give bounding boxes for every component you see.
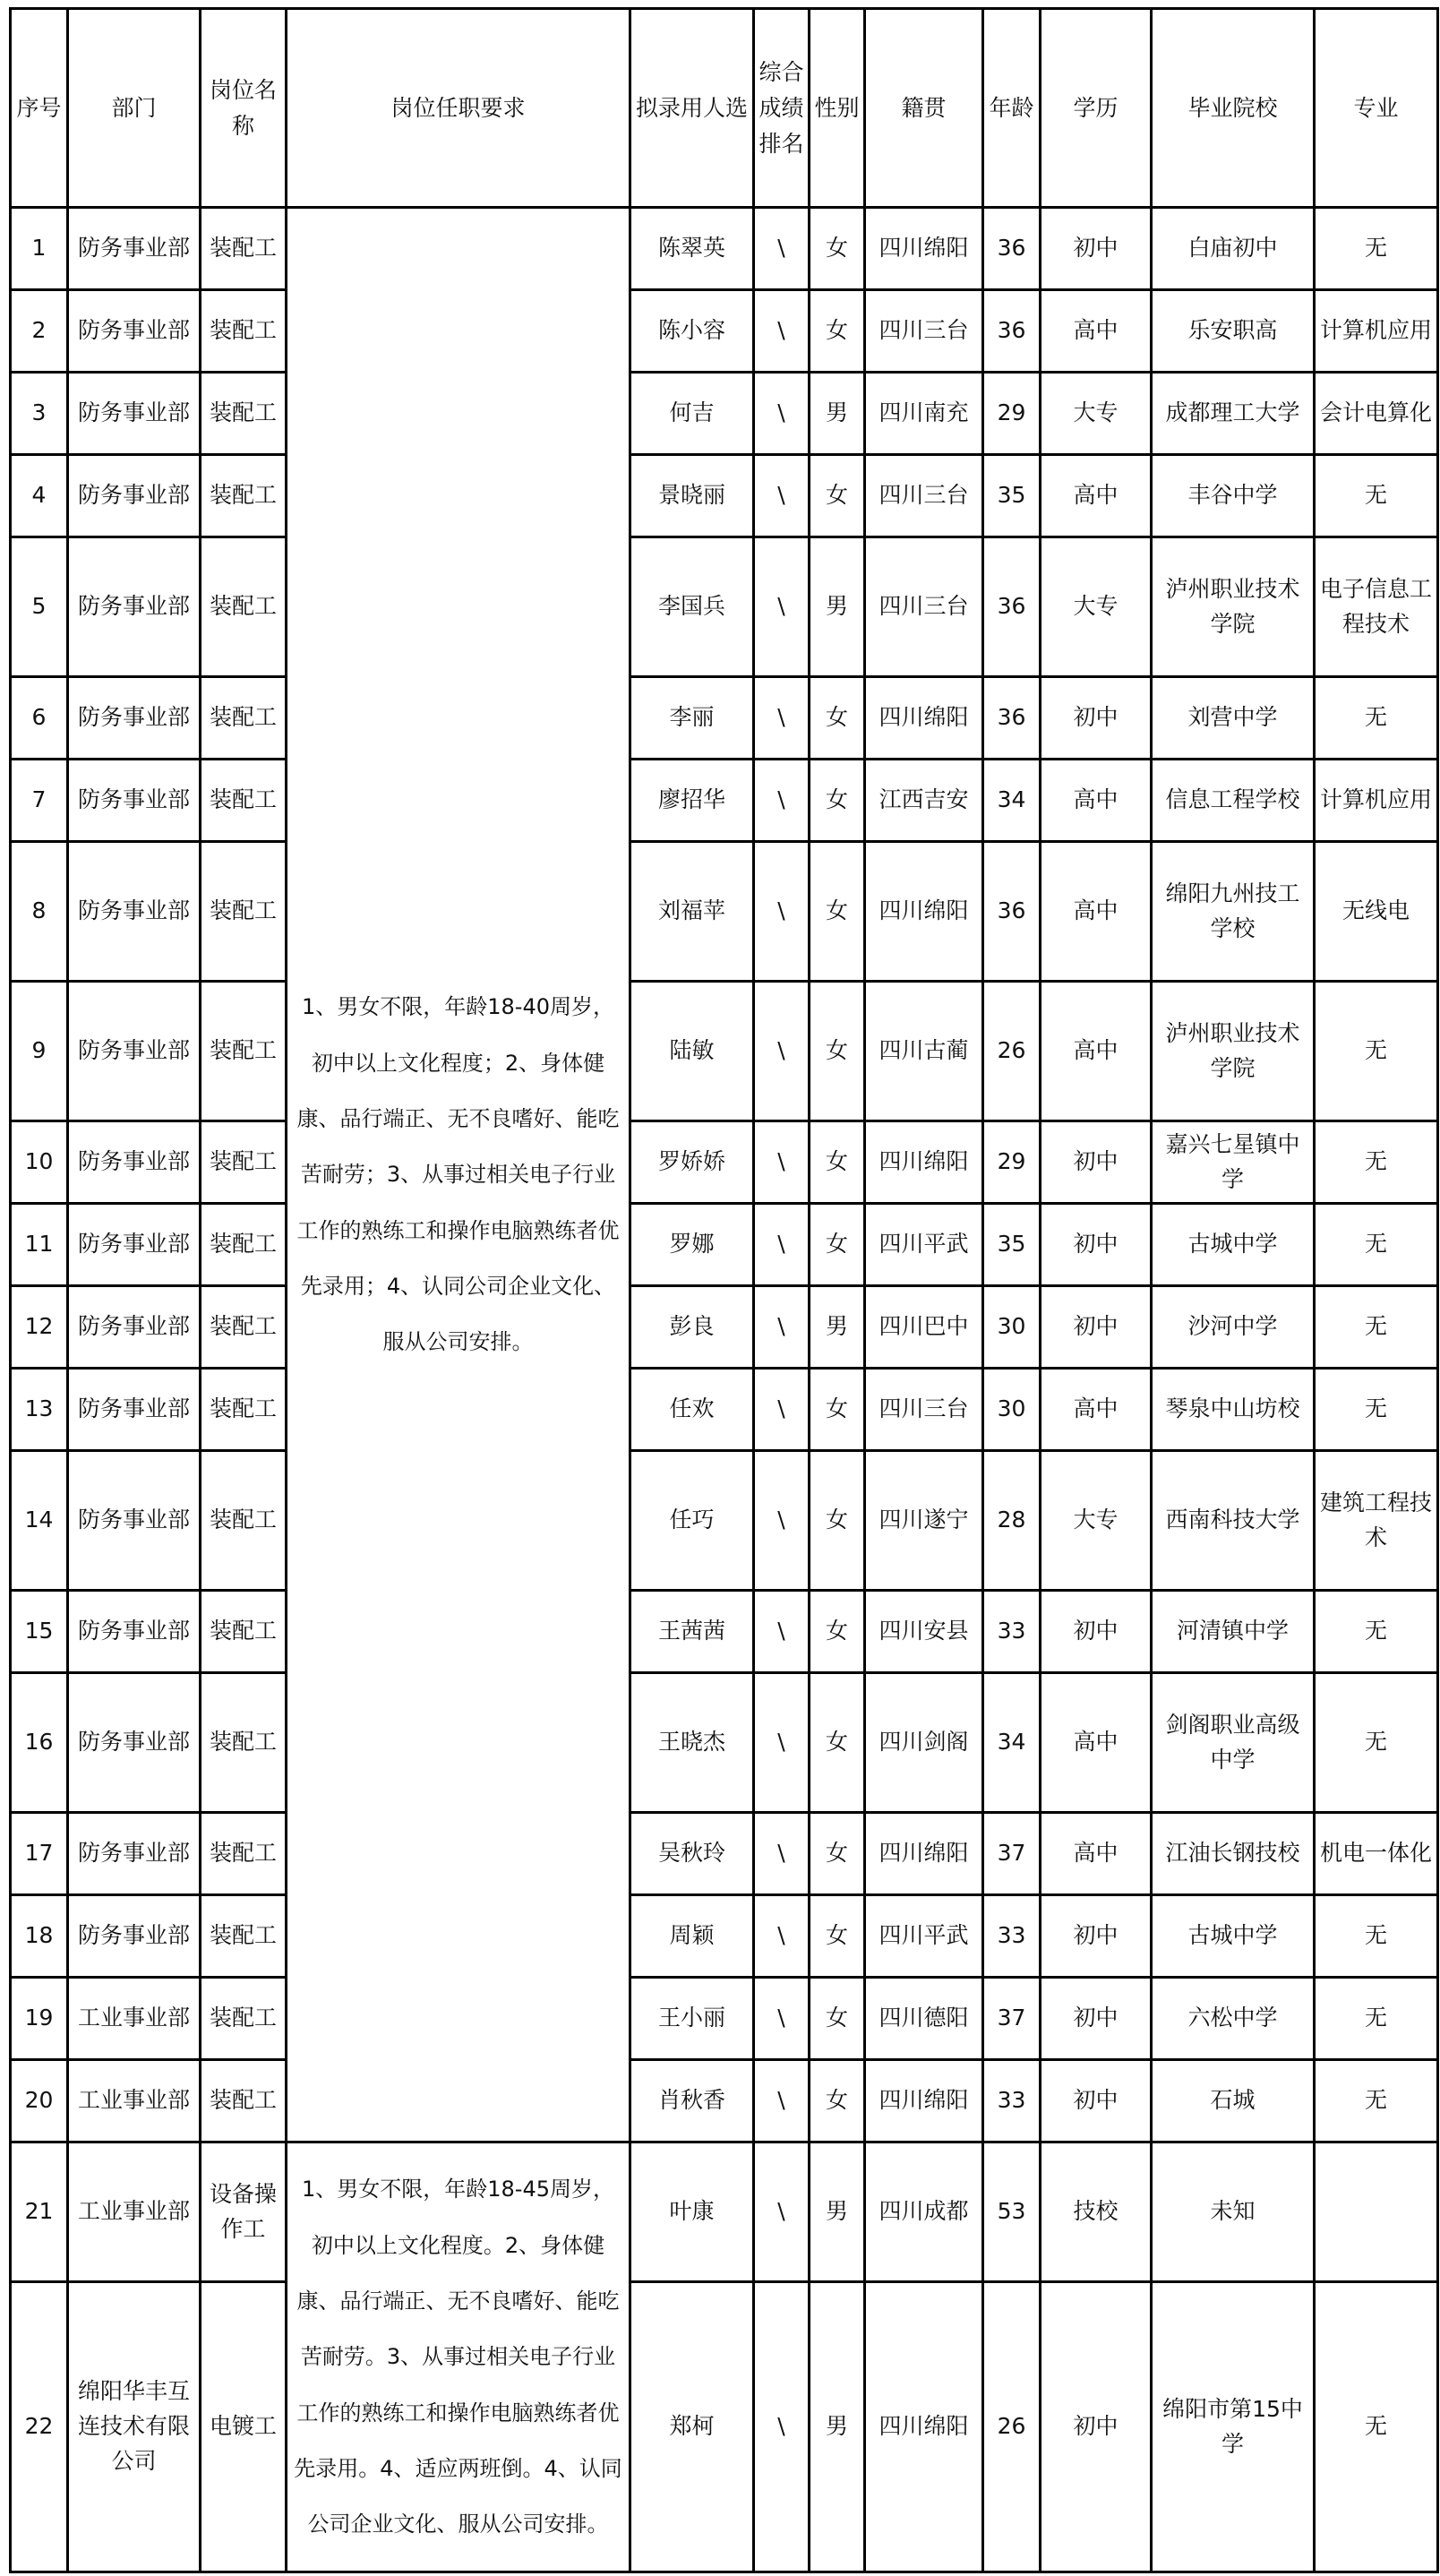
cell-post: 装配工 xyxy=(201,1978,287,2060)
requirements-cell: 1、男女不限，年龄18-40周岁，初中以上文化程度；2、身体健康、品行端正、无不良嗜好、能吃苦耐劳；3、从事过相关电子行业工作的熟练工和操作电脑熟练者优先录用；4、认同公司企业文化、服从公司安排。 xyxy=(287,208,630,2142)
cell-dept: 防务事业部 xyxy=(68,537,201,677)
cell-edu: 初中 xyxy=(1041,1204,1152,1286)
cell-edu: 技校 xyxy=(1041,2142,1152,2282)
cell-sex: 男 xyxy=(810,537,865,677)
cell-sex: 女 xyxy=(810,1978,865,2060)
cell-post: 电镀工 xyxy=(201,2282,287,2572)
cell-name: 刘福苹 xyxy=(630,842,754,982)
cell-name: 王小丽 xyxy=(630,1978,754,2060)
cell-dept: 防务事业部 xyxy=(68,1673,201,1813)
header-cell: 岗位名称 xyxy=(201,9,287,208)
cell-edu: 高中 xyxy=(1041,760,1152,842)
cell-major: 无 xyxy=(1315,1895,1438,1978)
table-row xyxy=(11,1591,1438,1673)
header-cell: 部门 xyxy=(68,9,201,208)
cell-rank: \ xyxy=(754,455,810,537)
cell-origin: 四川绵阳 xyxy=(865,208,983,290)
table-row xyxy=(11,1978,1438,2060)
table-row xyxy=(11,982,1438,1121)
cell-no: 12 xyxy=(11,1286,68,1369)
cell-sex: 女 xyxy=(810,290,865,373)
cell-age: 36 xyxy=(983,537,1041,677)
cell-edu: 大专 xyxy=(1041,537,1152,677)
cell-post: 装配工 xyxy=(201,760,287,842)
cell-dept: 防务事业部 xyxy=(68,1591,201,1673)
cell-rank: \ xyxy=(754,537,810,677)
table-row xyxy=(11,373,1438,455)
cell-school: 丰谷中学 xyxy=(1152,455,1315,537)
header-cell: 拟录用人选 xyxy=(630,9,754,208)
cell-major: 机电一体化 xyxy=(1315,1813,1438,1895)
cell-rank: \ xyxy=(754,1813,810,1895)
cell-school: 泸州职业技术学院 xyxy=(1152,537,1315,677)
cell-sex: 女 xyxy=(810,842,865,982)
cell-origin: 四川巴中 xyxy=(865,1286,983,1369)
cell-origin: 四川古蔺 xyxy=(865,982,983,1121)
table-row xyxy=(11,537,1438,677)
cell-age: 29 xyxy=(983,373,1041,455)
cell-sex: 女 xyxy=(810,208,865,290)
cell-dept: 防务事业部 xyxy=(68,677,201,760)
cell-no: 19 xyxy=(11,1978,68,2060)
cell-rank: \ xyxy=(754,1895,810,1978)
header-row xyxy=(11,9,1438,208)
cell-name: 李丽 xyxy=(630,677,754,760)
cell-post: 装配工 xyxy=(201,2060,287,2142)
cell-age: 35 xyxy=(983,1204,1041,1286)
cell-post: 装配工 xyxy=(201,290,287,373)
cell-school: 西南科技大学 xyxy=(1152,1451,1315,1591)
cell-sex: 女 xyxy=(810,982,865,1121)
cell-name: 李国兵 xyxy=(630,537,754,677)
cell-post: 装配工 xyxy=(201,1286,287,1369)
cell-edu: 大专 xyxy=(1041,1451,1152,1591)
table-row xyxy=(11,1369,1438,1451)
cell-no: 5 xyxy=(11,537,68,677)
hiring-table xyxy=(9,7,1439,2573)
cell-post: 装配工 xyxy=(201,677,287,760)
table-row xyxy=(11,2142,1438,2282)
cell-major: 无 xyxy=(1315,455,1438,537)
cell-name: 周颖 xyxy=(630,1895,754,1978)
cell-rank: \ xyxy=(754,1286,810,1369)
cell-name: 罗娜 xyxy=(630,1204,754,1286)
cell-rank: \ xyxy=(754,760,810,842)
table-row xyxy=(11,2282,1438,2572)
cell-name: 王茜茜 xyxy=(630,1591,754,1673)
cell-sex: 女 xyxy=(810,1813,865,1895)
cell-origin: 四川平武 xyxy=(865,1895,983,1978)
cell-no: 16 xyxy=(11,1673,68,1813)
cell-school: 白庙初中 xyxy=(1152,208,1315,290)
cell-name: 景晓丽 xyxy=(630,455,754,537)
cell-no: 6 xyxy=(11,677,68,760)
cell-age: 30 xyxy=(983,1286,1041,1369)
cell-name: 任巧 xyxy=(630,1451,754,1591)
cell-origin: 四川三台 xyxy=(865,1369,983,1451)
cell-dept: 防务事业部 xyxy=(68,290,201,373)
cell-rank: \ xyxy=(754,677,810,760)
cell-origin: 四川绵阳 xyxy=(865,1813,983,1895)
cell-post: 装配工 xyxy=(201,982,287,1121)
cell-sex: 男 xyxy=(810,2142,865,2282)
cell-edu: 初中 xyxy=(1041,1591,1152,1673)
cell-sex: 女 xyxy=(810,1121,865,1204)
cell-school: 古城中学 xyxy=(1152,1895,1315,1978)
cell-sex: 女 xyxy=(810,1895,865,1978)
cell-major: 无 xyxy=(1315,1286,1438,1369)
table-row xyxy=(11,1673,1438,1813)
table-row xyxy=(11,1121,1438,1204)
cell-school: 江油长钢技校 xyxy=(1152,1813,1315,1895)
cell-major: 无 xyxy=(1315,1978,1438,2060)
cell-sex: 女 xyxy=(810,1451,865,1591)
cell-major: 无 xyxy=(1315,677,1438,760)
cell-age: 37 xyxy=(983,1978,1041,2060)
cell-name: 陈小容 xyxy=(630,290,754,373)
header-cell: 专业 xyxy=(1315,9,1438,208)
cell-origin: 四川成都 xyxy=(865,2142,983,2282)
cell-no: 3 xyxy=(11,373,68,455)
cell-name: 吴秋玲 xyxy=(630,1813,754,1895)
header-cell: 毕业院校 xyxy=(1152,9,1315,208)
cell-no: 10 xyxy=(11,1121,68,1204)
cell-age: 29 xyxy=(983,1121,1041,1204)
cell-name: 王晓杰 xyxy=(630,1673,754,1813)
cell-dept: 工业事业部 xyxy=(68,1978,201,2060)
cell-dept: 防务事业部 xyxy=(68,1204,201,1286)
cell-major: 无 xyxy=(1315,982,1438,1121)
cell-dept: 防务事业部 xyxy=(68,842,201,982)
header-cell: 籍贯 xyxy=(865,9,983,208)
cell-name: 肖秋香 xyxy=(630,2060,754,2142)
cell-post: 装配工 xyxy=(201,1673,287,1813)
cell-name: 何吉 xyxy=(630,373,754,455)
cell-rank: \ xyxy=(754,1591,810,1673)
cell-major: 无线电 xyxy=(1315,842,1438,982)
cell-rank: \ xyxy=(754,1451,810,1591)
cell-origin: 四川绵阳 xyxy=(865,2060,983,2142)
table-row xyxy=(11,1895,1438,1978)
cell-sex: 女 xyxy=(810,455,865,537)
cell-edu: 高中 xyxy=(1041,290,1152,373)
cell-dept: 防务事业部 xyxy=(68,373,201,455)
cell-edu: 初中 xyxy=(1041,1286,1152,1369)
cell-rank: \ xyxy=(754,208,810,290)
cell-edu: 初中 xyxy=(1041,1121,1152,1204)
cell-school: 河清镇中学 xyxy=(1152,1591,1315,1673)
cell-origin: 四川剑阁 xyxy=(865,1673,983,1813)
cell-age: 36 xyxy=(983,290,1041,373)
cell-major: 计算机应用 xyxy=(1315,290,1438,373)
cell-dept: 防务事业部 xyxy=(68,1813,201,1895)
cell-major: 无 xyxy=(1315,1673,1438,1813)
cell-age: 36 xyxy=(983,208,1041,290)
table-row xyxy=(11,1286,1438,1369)
cell-edu: 初中 xyxy=(1041,2060,1152,2142)
cell-name: 陆敏 xyxy=(630,982,754,1121)
cell-sex: 女 xyxy=(810,2060,865,2142)
cell-rank: \ xyxy=(754,2142,810,2282)
cell-age: 26 xyxy=(983,2282,1041,2572)
cell-major: 无 xyxy=(1315,208,1438,290)
table-row xyxy=(11,2060,1438,2142)
cell-school: 嘉兴七星镇中学 xyxy=(1152,1121,1315,1204)
cell-major: 无 xyxy=(1315,2060,1438,2142)
cell-post: 装配工 xyxy=(201,1591,287,1673)
cell-origin: 四川三台 xyxy=(865,290,983,373)
cell-school: 信息工程学校 xyxy=(1152,760,1315,842)
cell-no: 22 xyxy=(11,2282,68,2572)
cell-school: 绵阳市第15中学 xyxy=(1152,2282,1315,2572)
table-row xyxy=(11,842,1438,982)
table-row xyxy=(11,1204,1438,1286)
cell-age: 33 xyxy=(983,1895,1041,1978)
cell-school: 未知 xyxy=(1152,2142,1315,2282)
cell-dept: 防务事业部 xyxy=(68,455,201,537)
cell-major: 无 xyxy=(1315,1369,1438,1451)
cell-major: 无 xyxy=(1315,1121,1438,1204)
cell-school: 琴泉中山坊校 xyxy=(1152,1369,1315,1451)
cell-no: 8 xyxy=(11,842,68,982)
cell-dept: 工业事业部 xyxy=(68,2142,201,2282)
cell-rank: \ xyxy=(754,1978,810,2060)
cell-sex: 女 xyxy=(810,760,865,842)
cell-edu: 高中 xyxy=(1041,1673,1152,1813)
header-cell: 序号 xyxy=(11,9,68,208)
cell-no: 4 xyxy=(11,455,68,537)
table-row xyxy=(11,290,1438,373)
cell-post: 装配工 xyxy=(201,1369,287,1451)
cell-edu: 初中 xyxy=(1041,2282,1152,2572)
cell-no: 1 xyxy=(11,208,68,290)
table-row xyxy=(11,760,1438,842)
cell-sex: 男 xyxy=(810,2282,865,2572)
table-row xyxy=(11,455,1438,537)
cell-major xyxy=(1315,2142,1438,2282)
cell-no: 13 xyxy=(11,1369,68,1451)
cell-edu: 高中 xyxy=(1041,1369,1152,1451)
cell-major: 电子信息工程技术 xyxy=(1315,537,1438,677)
cell-school: 刘营中学 xyxy=(1152,677,1315,760)
cell-origin: 四川绵阳 xyxy=(865,842,983,982)
cell-sex: 女 xyxy=(810,1369,865,1451)
cell-no: 11 xyxy=(11,1204,68,1286)
cell-origin: 四川安县 xyxy=(865,1591,983,1673)
cell-dept: 防务事业部 xyxy=(68,1369,201,1451)
cell-age: 36 xyxy=(983,677,1041,760)
cell-major: 无 xyxy=(1315,2282,1438,2572)
cell-origin: 四川平武 xyxy=(865,1204,983,1286)
cell-origin: 四川德阳 xyxy=(865,1978,983,2060)
cell-age: 26 xyxy=(983,982,1041,1121)
cell-dept: 防务事业部 xyxy=(68,1121,201,1204)
cell-no: 7 xyxy=(11,760,68,842)
cell-rank: \ xyxy=(754,373,810,455)
cell-edu: 初中 xyxy=(1041,1895,1152,1978)
cell-age: 35 xyxy=(983,455,1041,537)
cell-rank: \ xyxy=(754,2282,810,2572)
cell-edu: 高中 xyxy=(1041,842,1152,982)
cell-no: 14 xyxy=(11,1451,68,1591)
cell-major: 计算机应用 xyxy=(1315,760,1438,842)
cell-sex: 女 xyxy=(810,1591,865,1673)
cell-no: 17 xyxy=(11,1813,68,1895)
cell-age: 28 xyxy=(983,1451,1041,1591)
cell-school: 泸州职业技术学院 xyxy=(1152,982,1315,1121)
cell-age: 37 xyxy=(983,1813,1041,1895)
cell-no: 9 xyxy=(11,982,68,1121)
cell-post: 设备操作工 xyxy=(201,2142,287,2282)
cell-age: 33 xyxy=(983,1591,1041,1673)
cell-school: 六松中学 xyxy=(1152,1978,1315,2060)
cell-no: 18 xyxy=(11,1895,68,1978)
cell-origin: 江西吉安 xyxy=(865,760,983,842)
cell-school: 石城 xyxy=(1152,2060,1315,2142)
cell-post: 装配工 xyxy=(201,1121,287,1204)
cell-major: 建筑工程技术 xyxy=(1315,1451,1438,1591)
cell-dept: 防务事业部 xyxy=(68,1451,201,1591)
cell-origin: 四川遂宁 xyxy=(865,1451,983,1591)
header-cell: 学历 xyxy=(1041,9,1152,208)
cell-sex: 女 xyxy=(810,1673,865,1813)
cell-name: 郑柯 xyxy=(630,2282,754,2572)
cell-dept: 防务事业部 xyxy=(68,1286,201,1369)
cell-dept: 工业事业部 xyxy=(68,2060,201,2142)
cell-edu: 高中 xyxy=(1041,982,1152,1121)
cell-dept: 防务事业部 xyxy=(68,208,201,290)
table-row xyxy=(11,1451,1438,1591)
header-cell: 岗位任职要求 xyxy=(287,9,630,208)
header-cell: 综合成绩排名 xyxy=(754,9,810,208)
cell-post: 装配工 xyxy=(201,537,287,677)
cell-edu: 初中 xyxy=(1041,1978,1152,2060)
cell-major: 无 xyxy=(1315,1204,1438,1286)
cell-rank: \ xyxy=(754,842,810,982)
cell-dept: 防务事业部 xyxy=(68,760,201,842)
cell-origin: 四川绵阳 xyxy=(865,1121,983,1204)
cell-no: 2 xyxy=(11,290,68,373)
cell-rank: \ xyxy=(754,1204,810,1286)
cell-rank: \ xyxy=(754,1673,810,1813)
cell-name: 叶康 xyxy=(630,2142,754,2282)
cell-edu: 高中 xyxy=(1041,455,1152,537)
header-cell: 年龄 xyxy=(983,9,1041,208)
cell-dept: 绵阳华丰互连技术有限公司 xyxy=(68,2282,201,2572)
cell-dept: 防务事业部 xyxy=(68,982,201,1121)
cell-name: 任欢 xyxy=(630,1369,754,1451)
cell-rank: \ xyxy=(754,2060,810,2142)
cell-post: 装配工 xyxy=(201,1895,287,1978)
cell-sex: 男 xyxy=(810,1286,865,1369)
cell-edu: 大专 xyxy=(1041,373,1152,455)
cell-name: 罗娇娇 xyxy=(630,1121,754,1204)
requirements-cell: 1、男女不限，年龄18-45周岁，初中以上文化程度。2、身体健康、品行端正、无不良嗜好、能吃苦耐劳。3、从事过相关电子行业工作的熟练工和操作电脑熟练者优先录用。4、适应两班倒。4、认同公司企业文化、服从公司安排。 xyxy=(287,2142,630,2572)
cell-school: 绵阳九州技工学校 xyxy=(1152,842,1315,982)
cell-sex: 女 xyxy=(810,677,865,760)
cell-sex: 女 xyxy=(810,1204,865,1286)
cell-rank: \ xyxy=(754,1121,810,1204)
cell-age: 30 xyxy=(983,1369,1041,1451)
cell-rank: \ xyxy=(754,982,810,1121)
table-row xyxy=(11,677,1438,760)
table-row xyxy=(11,1813,1438,1895)
cell-age: 34 xyxy=(983,1673,1041,1813)
cell-origin: 四川南充 xyxy=(865,373,983,455)
cell-post: 装配工 xyxy=(201,1204,287,1286)
cell-origin: 四川三台 xyxy=(865,537,983,677)
cell-name: 廖招华 xyxy=(630,760,754,842)
cell-school: 成都理工大学 xyxy=(1152,373,1315,455)
cell-school: 乐安职高 xyxy=(1152,290,1315,373)
cell-age: 33 xyxy=(983,2060,1041,2142)
cell-no: 20 xyxy=(11,2060,68,2142)
cell-no: 21 xyxy=(11,2142,68,2282)
cell-post: 装配工 xyxy=(201,842,287,982)
cell-post: 装配工 xyxy=(201,373,287,455)
cell-post: 装配工 xyxy=(201,455,287,537)
cell-edu: 初中 xyxy=(1041,677,1152,760)
cell-age: 34 xyxy=(983,760,1041,842)
cell-origin: 四川三台 xyxy=(865,455,983,537)
cell-name: 彭良 xyxy=(630,1286,754,1369)
table-row xyxy=(11,208,1438,290)
cell-origin: 四川绵阳 xyxy=(865,677,983,760)
cell-name: 陈翠英 xyxy=(630,208,754,290)
cell-age: 36 xyxy=(983,842,1041,982)
cell-sex: 男 xyxy=(810,373,865,455)
cell-school: 古城中学 xyxy=(1152,1204,1315,1286)
cell-dept: 防务事业部 xyxy=(68,1895,201,1978)
cell-rank: \ xyxy=(754,290,810,373)
cell-post: 装配工 xyxy=(201,1813,287,1895)
cell-edu: 高中 xyxy=(1041,1813,1152,1895)
cell-school: 剑阁职业高级中学 xyxy=(1152,1673,1315,1813)
header-cell: 性别 xyxy=(810,9,865,208)
cell-post: 装配工 xyxy=(201,208,287,290)
cell-origin: 四川绵阳 xyxy=(865,2282,983,2572)
cell-major: 无 xyxy=(1315,1591,1438,1673)
cell-no: 15 xyxy=(11,1591,68,1673)
cell-rank: \ xyxy=(754,1369,810,1451)
cell-edu: 初中 xyxy=(1041,208,1152,290)
cell-major: 会计电算化 xyxy=(1315,373,1438,455)
cell-age: 53 xyxy=(983,2142,1041,2282)
cell-school: 沙河中学 xyxy=(1152,1286,1315,1369)
cell-post: 装配工 xyxy=(201,1451,287,1591)
